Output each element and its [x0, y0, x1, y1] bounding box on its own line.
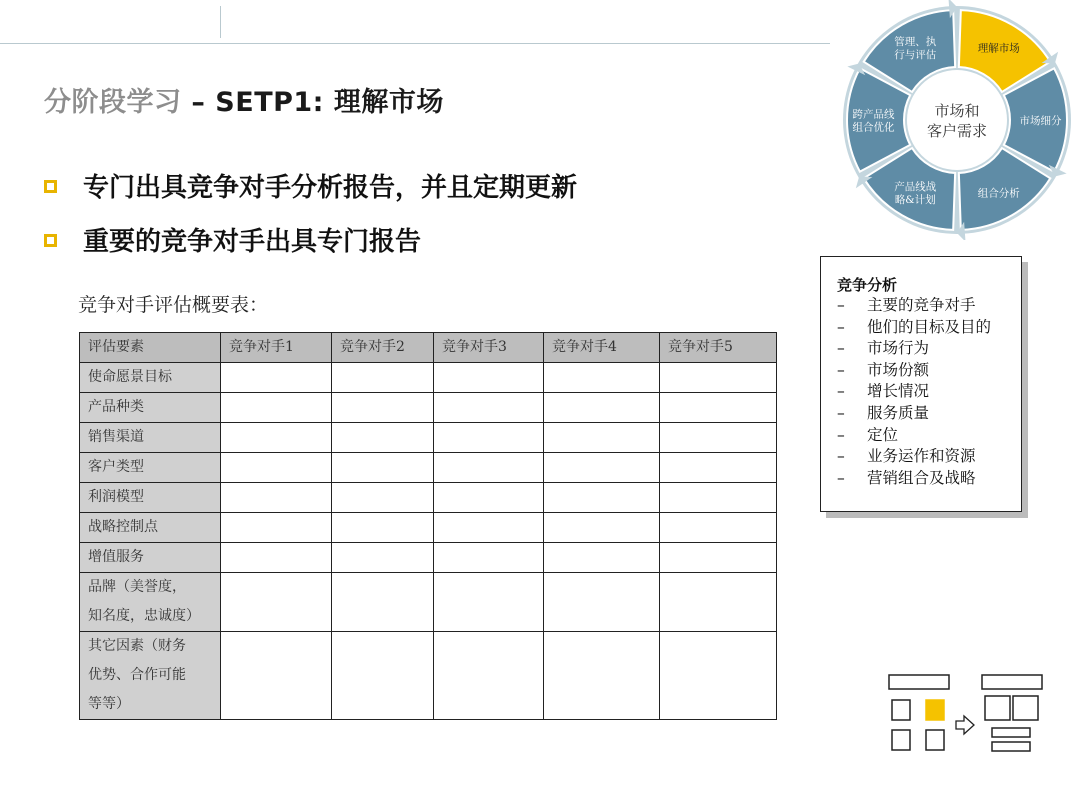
table-header-row — [80, 333, 777, 363]
table-cell[interactable] — [332, 513, 434, 543]
table-cell[interactable] — [544, 453, 660, 483]
table-cell[interactable] — [544, 513, 660, 543]
table-cell[interactable] — [544, 483, 660, 513]
column-header: 竞争对手2 — [332, 333, 434, 363]
bullet-square-icon — [44, 180, 57, 193]
table-cell[interactable] — [544, 573, 660, 632]
table-cell[interactable] — [660, 632, 777, 720]
column-header: 竞争对手1 — [221, 333, 332, 363]
analysis-item-text: 主要的竞争对手 — [867, 296, 976, 314]
row-header — [80, 483, 221, 513]
column-header: 竞争对手4 — [544, 333, 660, 363]
table-cell[interactable] — [660, 393, 777, 423]
header-divider-tick — [220, 6, 221, 38]
row-header — [80, 543, 221, 573]
row-header — [80, 453, 221, 483]
dash-marker: – — [837, 339, 845, 358]
row-header-line: 战略控制点 — [88, 519, 158, 535]
table-row — [80, 453, 777, 483]
row-header-line: 客户类型 — [88, 459, 144, 475]
analysis-list — [837, 295, 1021, 489]
row-header — [80, 573, 221, 632]
row-header-line: 使命愿景目标 — [88, 369, 172, 385]
dash-marker: – — [837, 296, 845, 314]
table-cell[interactable] — [434, 632, 544, 720]
cycle-segment-label: 管理、执 — [894, 36, 937, 49]
row-header-line: 品牌（美誉度， — [88, 579, 186, 595]
dash-marker: – — [837, 317, 845, 336]
row-header-line: 其它因素（财务 — [88, 638, 186, 654]
competitor-evaluation-table — [79, 332, 777, 720]
row-header-line: 优势、合作可能 — [88, 667, 186, 683]
row-header-line: 产品种类 — [88, 399, 144, 415]
row-header-line: 销售渠道 — [88, 429, 144, 445]
row-header-line: 等等） — [88, 696, 130, 712]
cycle-segment-label: 产品线战 — [894, 180, 937, 193]
table-cell[interactable] — [660, 453, 777, 483]
table-cell[interactable] — [660, 423, 777, 453]
cycle-segment-label: 组合分析 — [977, 187, 1020, 200]
table-cell[interactable] — [544, 423, 660, 453]
table-cell[interactable] — [221, 513, 332, 543]
table-cell[interactable] — [544, 363, 660, 393]
table-cell[interactable] — [434, 483, 544, 513]
title-prefix: 分阶段学习 — [44, 87, 182, 118]
table-cell[interactable] — [434, 543, 544, 573]
analysis-item — [837, 446, 1021, 468]
dash-marker: – — [837, 447, 845, 466]
row-header — [80, 513, 221, 543]
row-header — [80, 393, 221, 423]
table-row — [80, 363, 777, 393]
table-cell[interactable] — [332, 393, 434, 423]
analysis-item — [837, 468, 1021, 490]
table-cell[interactable] — [221, 453, 332, 483]
table-cell[interactable] — [434, 423, 544, 453]
column-header: 评估要素 — [80, 333, 221, 363]
analysis-heading: 竞争分析 — [837, 276, 898, 294]
analysis-item — [837, 425, 1021, 447]
competitive-analysis-box — [820, 256, 1022, 512]
layout-transform-icon — [886, 672, 1046, 762]
bullet-item — [44, 221, 421, 258]
cycle-segment-label: 理解市场 — [977, 42, 1020, 55]
bullet-item — [44, 167, 577, 204]
table-cell[interactable] — [221, 573, 332, 632]
row-header-line: 利润模型 — [88, 489, 144, 505]
table-cell[interactable] — [660, 363, 777, 393]
analysis-item — [837, 403, 1021, 425]
bullet-square-icon — [44, 234, 57, 247]
analysis-item — [837, 317, 1021, 339]
table-cell[interactable] — [544, 393, 660, 423]
analysis-item — [837, 381, 1021, 403]
table-row — [80, 573, 777, 632]
table-cell[interactable] — [660, 483, 777, 513]
table-cell[interactable] — [221, 632, 332, 720]
dash-marker: – — [837, 468, 845, 487]
bullet-text: 专门出具竞争对手分析报告，并且定期更新 — [83, 173, 578, 203]
row-header — [80, 632, 221, 720]
table-cell[interactable] — [434, 453, 544, 483]
table-cell[interactable] — [544, 543, 660, 573]
table-cell[interactable] — [660, 543, 777, 573]
column-header: 竞争对手5 — [660, 333, 777, 363]
cycle-segment-label: 市场细分 — [1019, 115, 1062, 127]
analysis-item-text: 市场行为 — [867, 339, 930, 358]
cycle-segment-label: 组合优化 — [852, 121, 895, 134]
analysis-item-text: 增长情况 — [867, 382, 930, 401]
title-suffix: – SETP1: 理解市场 — [181, 87, 444, 118]
cycle-center — [907, 70, 1007, 170]
row-header-line: 增值服务 — [88, 549, 144, 565]
table-row — [80, 513, 777, 543]
analysis-item-text: 服务质量 — [867, 403, 930, 422]
table-cell[interactable] — [434, 573, 544, 632]
table-cell[interactable] — [221, 423, 332, 453]
table-cell[interactable] — [332, 423, 434, 453]
table-cell[interactable] — [332, 543, 434, 573]
table-row — [80, 483, 777, 513]
table-row — [80, 543, 777, 573]
table-cell[interactable] — [332, 573, 434, 632]
cycle-center-label: 市场和 — [934, 102, 980, 120]
row-header — [80, 363, 221, 393]
table-row — [80, 423, 777, 453]
analysis-item-text: 他们的目标及目的 — [867, 317, 992, 336]
header-divider-line — [0, 43, 830, 44]
bullet-text: 重要的竞争对手出具专门报告 — [83, 227, 422, 257]
analysis-item-text: 营销组合及战略 — [867, 468, 976, 487]
dash-marker: – — [837, 360, 845, 379]
row-header-line: 知名度，忠诚度） — [88, 608, 200, 624]
row-header — [80, 423, 221, 453]
table-cell[interactable] — [544, 632, 660, 720]
page-title — [44, 80, 444, 119]
table-row — [80, 393, 777, 423]
table-cell[interactable] — [332, 632, 434, 720]
dash-marker: – — [837, 403, 845, 422]
table-cell[interactable] — [221, 483, 332, 513]
dash-marker: – — [837, 382, 845, 401]
table-cell[interactable] — [660, 573, 777, 632]
cycle-segment-label: 跨产品线 — [852, 108, 895, 121]
table-cell[interactable] — [660, 513, 777, 543]
table-cell[interactable] — [434, 513, 544, 543]
cycle-segment-label: 行与评估 — [894, 49, 937, 62]
table-row — [80, 632, 777, 720]
analysis-item-text: 市场份额 — [867, 360, 930, 379]
table-cell[interactable] — [221, 363, 332, 393]
table-cell[interactable] — [434, 363, 544, 393]
analysis-item-text: 定位 — [867, 425, 899, 444]
dash-marker: – — [837, 425, 845, 444]
cycle-segment-label: 略&计划 — [894, 193, 936, 206]
cycle-center-label: 客户需求 — [926, 122, 988, 140]
table-cell[interactable] — [434, 393, 544, 423]
analysis-item-text: 业务运作和资源 — [867, 447, 976, 466]
table-cell[interactable] — [332, 363, 434, 393]
analysis-item — [837, 360, 1021, 382]
analysis-item — [837, 295, 1021, 317]
column-header: 竞争对手3 — [434, 333, 544, 363]
table-cell[interactable] — [332, 483, 434, 513]
market-cycle-diagram — [840, 0, 1075, 240]
table-caption: 竞争对手评估概要表： — [78, 294, 269, 316]
table-cell[interactable] — [332, 453, 434, 483]
table-cell[interactable] — [221, 393, 332, 423]
table-cell[interactable] — [221, 543, 332, 573]
analysis-item — [837, 338, 1021, 360]
